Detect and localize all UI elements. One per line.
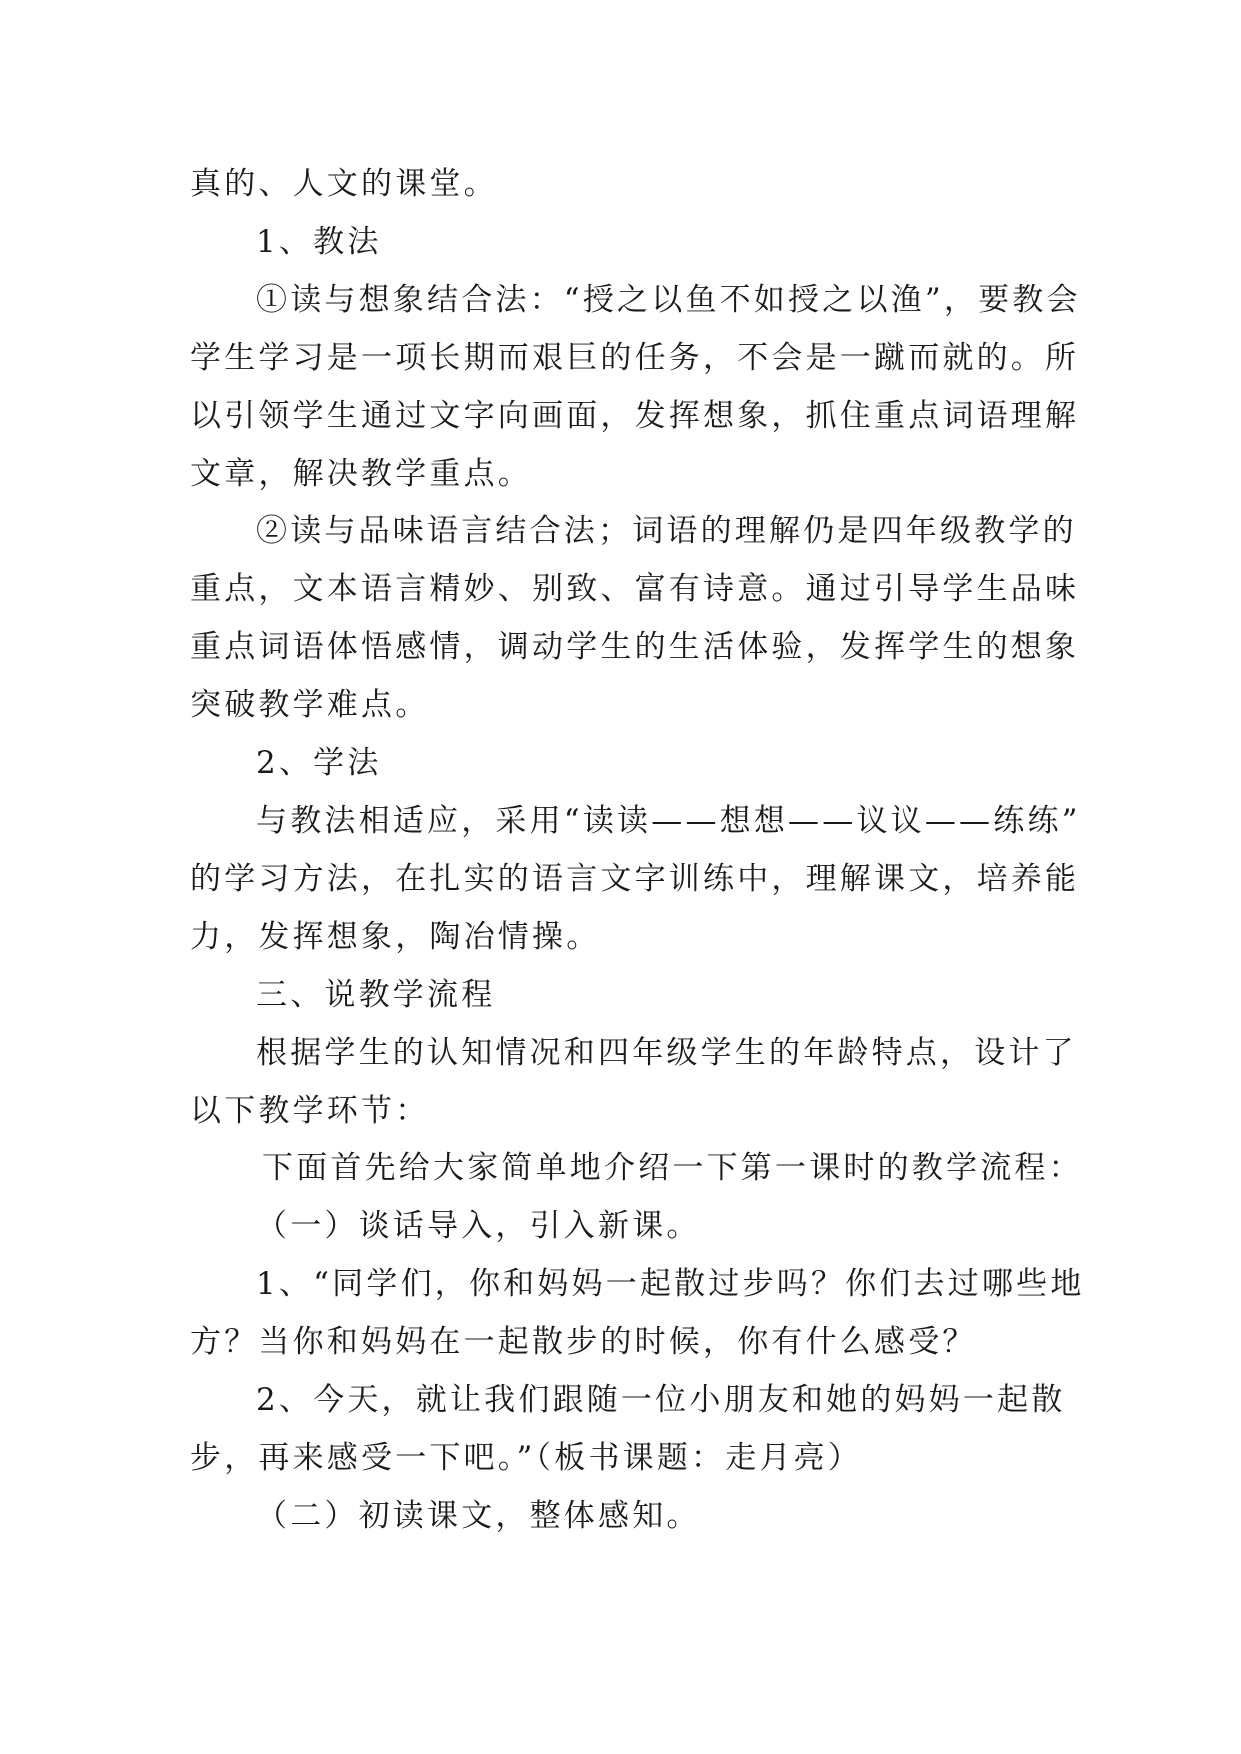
subsection-heading-first-reading: （二）初读课文，整体感知。 [256, 1497, 701, 1534]
paragraph-line: 突破教学难点。 [190, 687, 430, 724]
paragraph-line: 2、今天，就让我们跟随一位小朋友和她的妈妈一起散 [256, 1382, 1066, 1419]
paragraph-line: 的学习方法，在扎实的语言文字训练中，理解课文，培养能 [190, 860, 1080, 897]
paragraph-line: 1、“同学们，你和妈妈一起散过步吗？你们去过哪些地 [256, 1266, 1085, 1303]
paragraph-line: 根据学生的认知情况和四年级学生的年龄特点，设计了 [256, 1034, 1077, 1071]
section-heading-learning-method: 2、学法 [256, 745, 382, 782]
section-heading-teaching-method: 1、教法 [256, 223, 382, 260]
paragraph-line: 真的、人文的课堂。 [190, 166, 498, 202]
document-body [190, 156, 1085, 1546]
paragraph-line: 方？当你和妈妈在一起散步的时候，你有什么感受？ [190, 1324, 977, 1361]
paragraph-line: 重点，文本语言精妙、别致、富有诗意。通过引导学生品味 [190, 571, 1080, 608]
paragraph-line: 学生学习是一项长期而艰巨的任务，不会是一蹴而就的。所 [190, 339, 1080, 376]
paragraph-line: 下面首先给大家简单地介绍一下第一课时的教学流程： [262, 1150, 1083, 1187]
paragraph-line: 文章，解决教学重点。 [190, 455, 532, 492]
paragraph-line: 以下教学环节： [190, 1092, 430, 1129]
paragraph-line: ②读与品味语言结合法；词语的理解仍是四年级教学的 [256, 513, 1077, 550]
paragraph-line: 以引领学生通过文字向画面，发挥想象，抓住重点词语理解 [190, 397, 1080, 434]
paragraph-line: 重点词语体悟感情，调动学生的生活体验，发挥学生的想象 [190, 629, 1080, 666]
paragraph-line: 步，再来感受一下吧。”（板书课题：走月亮） [190, 1439, 863, 1476]
paragraph-line: 力，发挥想象，陶冶情操。 [190, 918, 601, 955]
paragraph-line: ①读与想象结合法：“授之以鱼不如授之以渔”，要教会 [256, 281, 1081, 318]
subsection-heading-intro: （一）谈话导入，引入新课。 [256, 1208, 701, 1245]
paragraph-line: 与教法相适应，采用“读读——想想——议议——练练” [256, 802, 1081, 839]
section-heading-teaching-flow: 三、说教学流程 [256, 976, 496, 1013]
